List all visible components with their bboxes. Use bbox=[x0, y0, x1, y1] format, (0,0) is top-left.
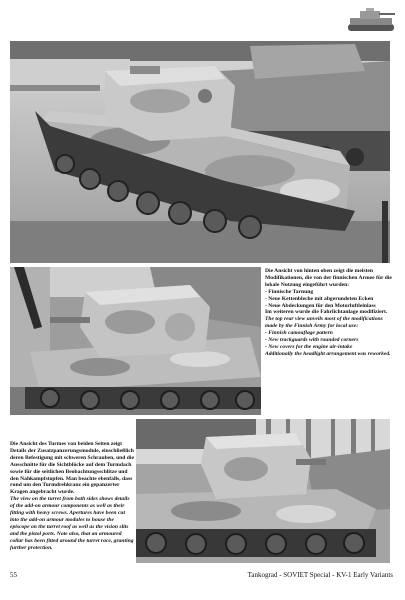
caption-en: The view on the turret from both sides shows details of the add-on armour components as well as their fitting with heavy screws. Apertures have been cut into the add-on armour modules to house the episcope on the turret roof as well as the vision slits and the pistol ports. Note also, that an armoured collar has been fitted around the turret race, granting further protection. bbox=[10, 496, 134, 551]
caption-de-item: - Neue Abdeckungen für den Motorluftleinlass bbox=[265, 302, 376, 309]
caption-en-outro: Additionally the headlight arrangement was reworked. bbox=[265, 350, 391, 357]
tank-rear-top-photo bbox=[10, 41, 390, 263]
page-number: 55 bbox=[10, 571, 17, 579]
caption-rear-view bbox=[265, 268, 393, 358]
caption-turret-view bbox=[10, 441, 134, 552]
caption-de-item: - Neue Kettenbleche mit abgerundeten Ecken bbox=[265, 295, 374, 302]
turret-other-side-photo bbox=[136, 419, 390, 563]
turret-side-photo bbox=[10, 267, 261, 415]
running-title: Tankograd - SOVIET Special - KV-1 Early Variants bbox=[247, 571, 393, 579]
caption-en-item: - New covers for the engine air-intake bbox=[265, 343, 353, 350]
caption-en-item: - Finnish camouflage pattern bbox=[265, 330, 333, 337]
caption-de-outro: Im weiteren wurde die Fahrlichtanlage modifiziert. bbox=[265, 309, 388, 316]
caption-de: Die Ansicht des Turmes von beiden Seiten zeigt Details der Zusatzpanzerungsmodule, einschließlich deren Befestigung mit schweren Schrauben, und die Ausschnitte für die Sichtblöcke auf dem Turmdach sowie für die seitlichen Beobachtungsschlitze und den Nahkampfstopfen. Man beachte ebenfalls, dass rund um den Turmdrehkranz ein gepanzerter Kragen angebracht wurde. bbox=[10, 441, 134, 496]
caption-de-item: - Finnische Tarnung bbox=[265, 288, 314, 295]
caption-de-intro: Die Ansicht von hinten oben zeigt die meisten Modifikationen, die von der finnischen Armee für die lokale Nutzung eingeführt wurden: bbox=[265, 268, 392, 288]
caption-en-intro: The top rear view unveils most of the modifications made by the Finnish Army for local use: bbox=[265, 316, 383, 330]
caption-en-item: - New trackguards with rounded corners bbox=[265, 337, 359, 344]
tank-thumbnail-icon bbox=[346, 4, 398, 34]
